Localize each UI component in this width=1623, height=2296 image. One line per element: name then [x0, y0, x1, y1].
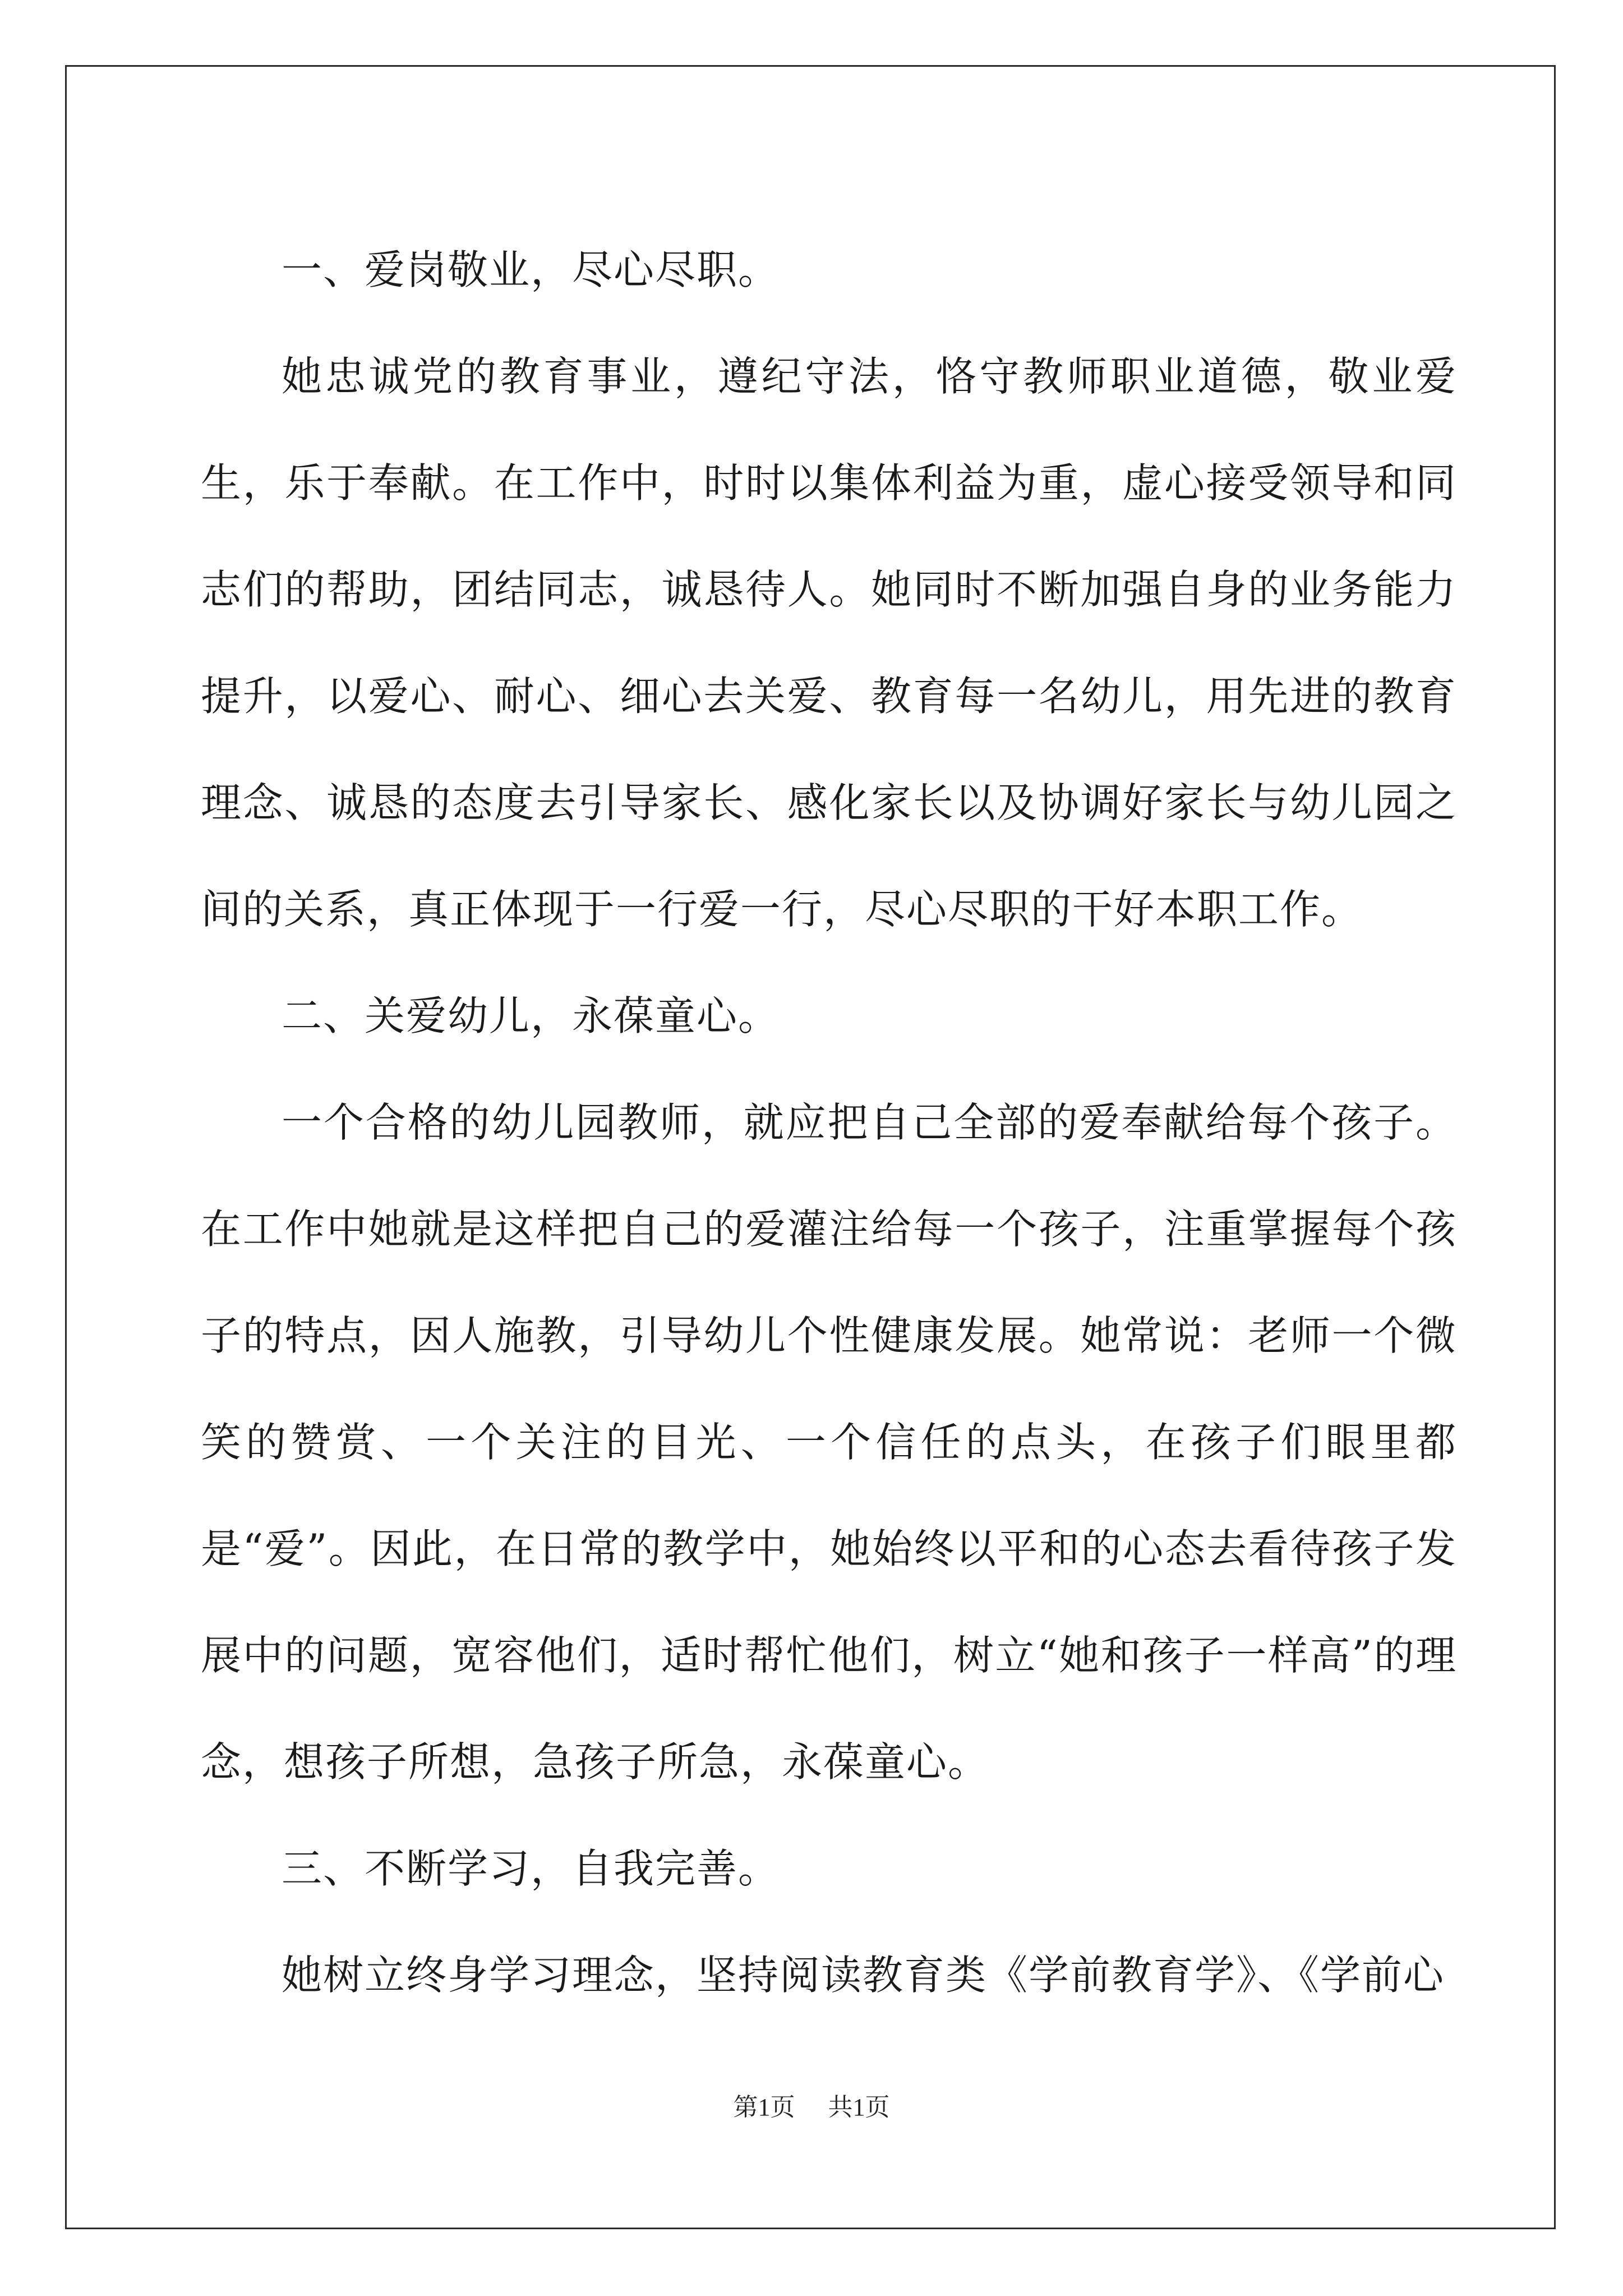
page-total: 共1页 — [828, 2093, 890, 2121]
page-footer — [0, 2087, 1623, 2123]
heading-section-2: 二、关爱幼儿，永葆童心。 — [282, 992, 780, 1039]
heading-section-1: 一、爱岗敬业，尽心尽职。 — [282, 246, 780, 293]
heading-section-3: 三、不断学习，自我完善。 — [282, 1845, 780, 1892]
paragraph-section-3: 她树立终身学习理念，坚持阅读教育类《学前教育学》、《学前心 — [282, 1952, 1445, 1999]
document-body — [201, 217, 1457, 2028]
page-number: 第1页 — [733, 2093, 795, 2121]
paragraph-section-2: 一个合格的幼儿园教师，就应把自己全部的爱奉献给每个孩子。在工作中她就是这样把自己的爱灌注给每一个孩子，注重掌握每个孩子的特点，因人施教，引导幼儿个性健康发展。她常说：老师一个微笑的赞赏、一个关注的目光、一个信任的点头，在孩子们眼里都是“爱”。因此，在日常的教学中，她始终以平和的心态去看待孩子发展中的问题，宽容他们，适时帮忙他们，树立“她和孩子一样高”的理念，想孩子所想，急孩子所急，永葆童心。 — [201, 1099, 1457, 1786]
paragraph-section-1: 她忠诚党的教育事业，遵纪守法，恪守教师职业道德，敬业爱生，乐于奉献。在工作中，时时以集体利益为重，虚心接受领导和同志们的帮助，团结同志，诚恳待人。她同时不断加强自身的业务能力提升，以爱心、耐心、细心去关爱、教育每一名幼儿，用先进的教育理念、诚恳的态度去引导家长、感化家长以及协调好家长与幼儿园之间的关系，真正体现于一行爱一行，尽心尽职的干好本职工作。 — [201, 353, 1457, 933]
